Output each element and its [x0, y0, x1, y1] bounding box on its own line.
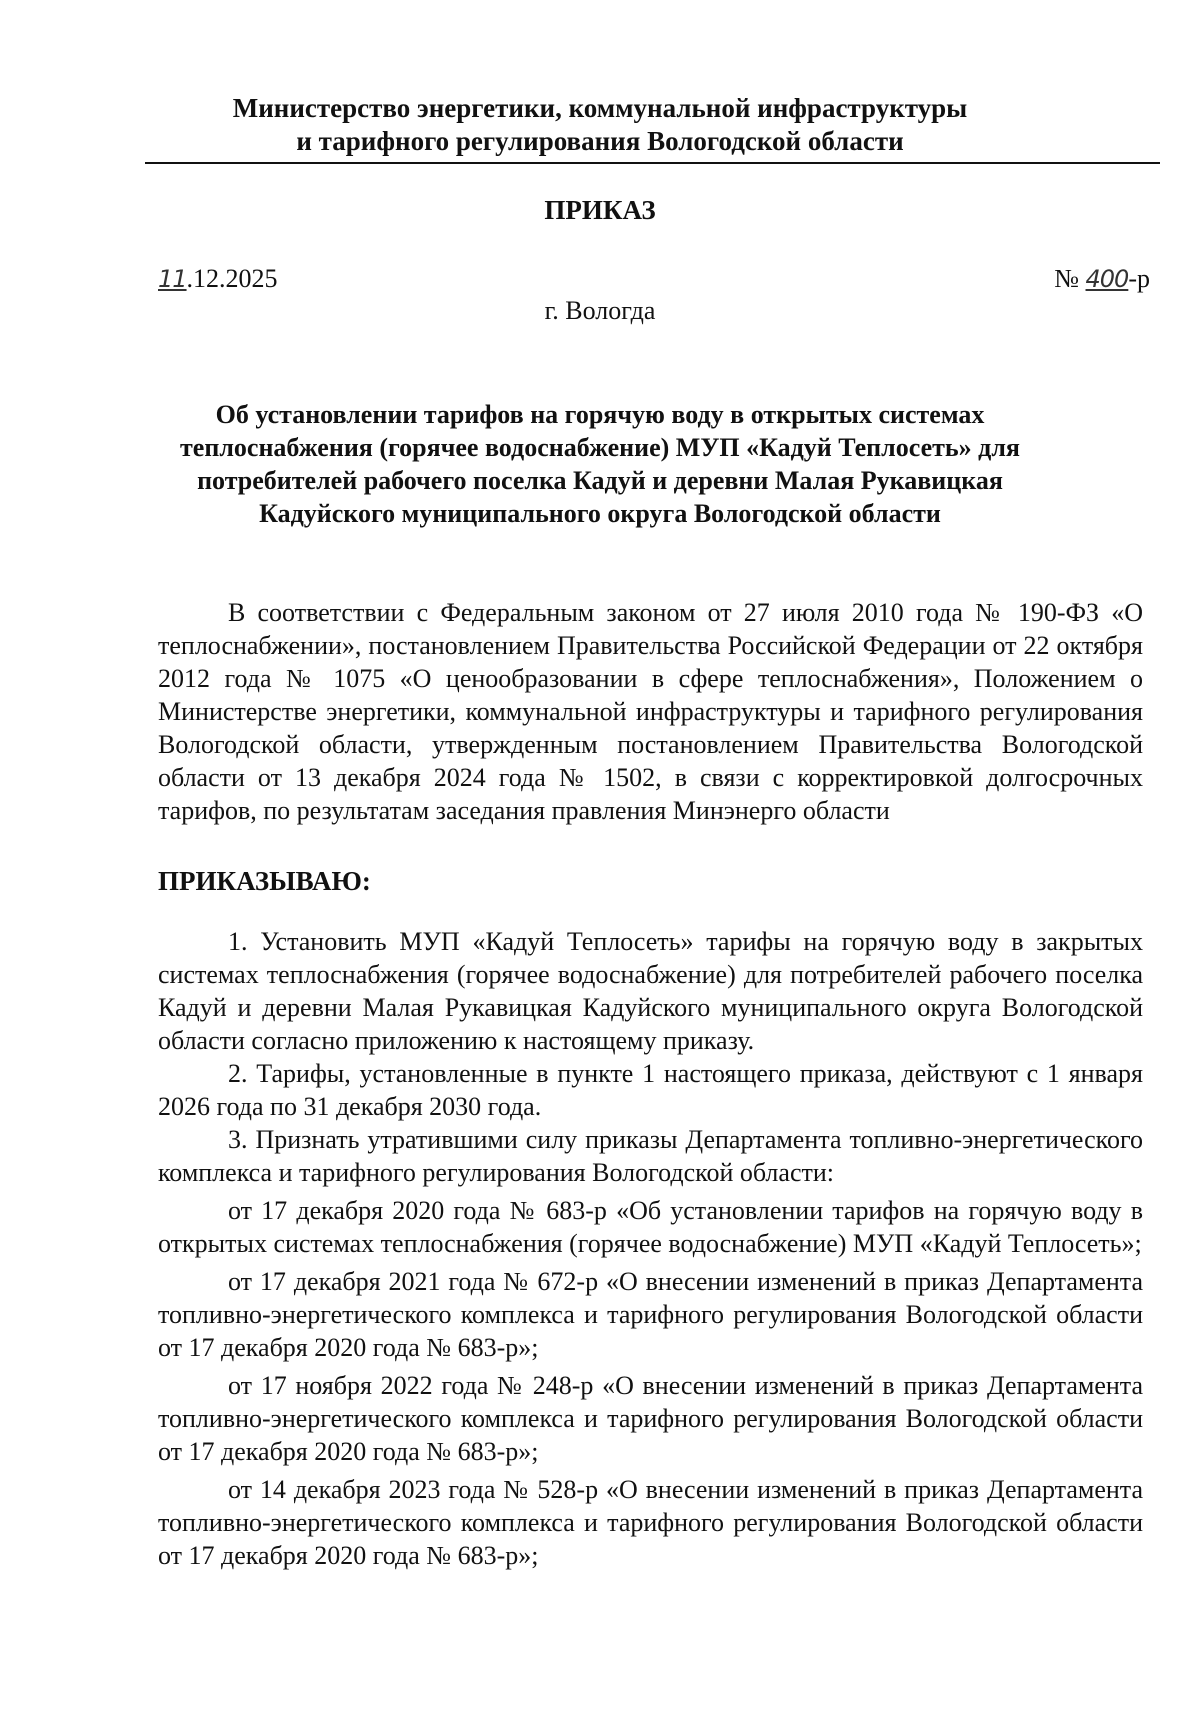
order-items — [158, 925, 1143, 1572]
order-directive: ПРИКАЗЫВАЮ: — [158, 866, 371, 896]
ministry-line-2: и тарифного регулирования Вологодской области — [296, 126, 904, 156]
item-3: 3. Признать утратившими силу приказы Департамента топливно-энергетического комплекса и тарифного регулирования Вологодской области: — [158, 1125, 1143, 1187]
item-1: 1. Установить МУП «Кадуй Теплосеть» тарифы на горячую воду в закрытых системах теплоснабжения (горячее водоснабжение) для потребителей рабочего поселка Кадуй и деревни Малая Рукавицкая Кадуйского муниципального округа Вологодской области согласно приложению к настоящему приказу. — [158, 927, 1143, 1055]
item-3-subitem: от 17 декабря 2020 года № 683-р «Об установлении тарифов на горячую воду в открытых системах теплоснабжения (горячее водоснабжение) МУП «Кадуй Теплосеть»; — [158, 1196, 1143, 1258]
subject-line-4: Кадуйского муниципального округа Вологодской области — [259, 499, 941, 528]
number-prefix: № — [1054, 264, 1080, 293]
order-title: ПРИКАЗ — [544, 195, 656, 225]
ministry-header — [0, 92, 1200, 158]
item-3-subitem: от 14 декабря 2023 года № 528-р «О внесении изменений в приказ Департамента топливно-энергетического комплекса и тарифного регулирования Вологодской области от 17 декабря 2020 года № 683-р»; — [158, 1475, 1143, 1570]
item-3-subitem: от 17 ноября 2022 года № 248-р «О внесении изменений в приказ Департамента топливно-энергетического комплекса и тарифного регулирования Вологодской области от 17 декабря 2020 года № 683-р»; — [158, 1371, 1143, 1466]
item-3-subitem: от 17 декабря 2021 года № 672-р «О внесении изменений в приказ Департамента топливно-энергетического комплекса и тарифного регулирования Вологодской области от 17 декабря 2020 года № 683-р»; — [158, 1267, 1143, 1362]
subject-line-1: Об установлении тарифов на горячую воду в открытых системах — [215, 400, 985, 429]
item-2: 2. Тарифы, установленные в пункте 1 настоящего приказа, действуют с 1 января 2026 года по 31 декабря 2030 года. — [158, 1059, 1143, 1121]
order-date — [158, 264, 278, 294]
header-rule — [145, 162, 1160, 164]
number-handwritten: 400 — [1085, 265, 1129, 293]
number-suffix: -р — [1128, 264, 1150, 293]
order-number — [1054, 264, 1150, 294]
subject-line-3: потребителей рабочего поселка Кадуй и деревни Малая Рукавицкая — [197, 466, 1003, 495]
date-handwritten: 11 — [158, 265, 187, 293]
preamble-paragraph: В соответствии с Федеральным законом от 27 июля 2010 года № 190-ФЗ «О теплоснабжении», постановлением Правительства Российской Федерации от 22 октября 2012 года № 1075 «О ценообразовании в сфере теплоснабжения», Положением о Министерстве энергетики, коммунальной инфраструктуры и тарифного регулирования Вологодской области, утвержденным постановлением Правительства Вологодской области от 13 декабря 2024 года № 1502, в связи с корректировкой долгосрочных тарифов, по результатам заседания правления Минэнерго области — [158, 598, 1143, 825]
ministry-line-1: Министерство энергетики, коммунальной инфраструктуры — [232, 93, 968, 123]
order-subject — [160, 398, 1040, 530]
order-city: г. Вологда — [544, 296, 656, 325]
date-printed: .12.2025 — [186, 264, 278, 293]
subject-line-2: теплоснабжения (горячее водоснабжение) МУП «Кадуй Теплосеть» для — [180, 433, 1020, 462]
preamble-block — [158, 596, 1143, 827]
